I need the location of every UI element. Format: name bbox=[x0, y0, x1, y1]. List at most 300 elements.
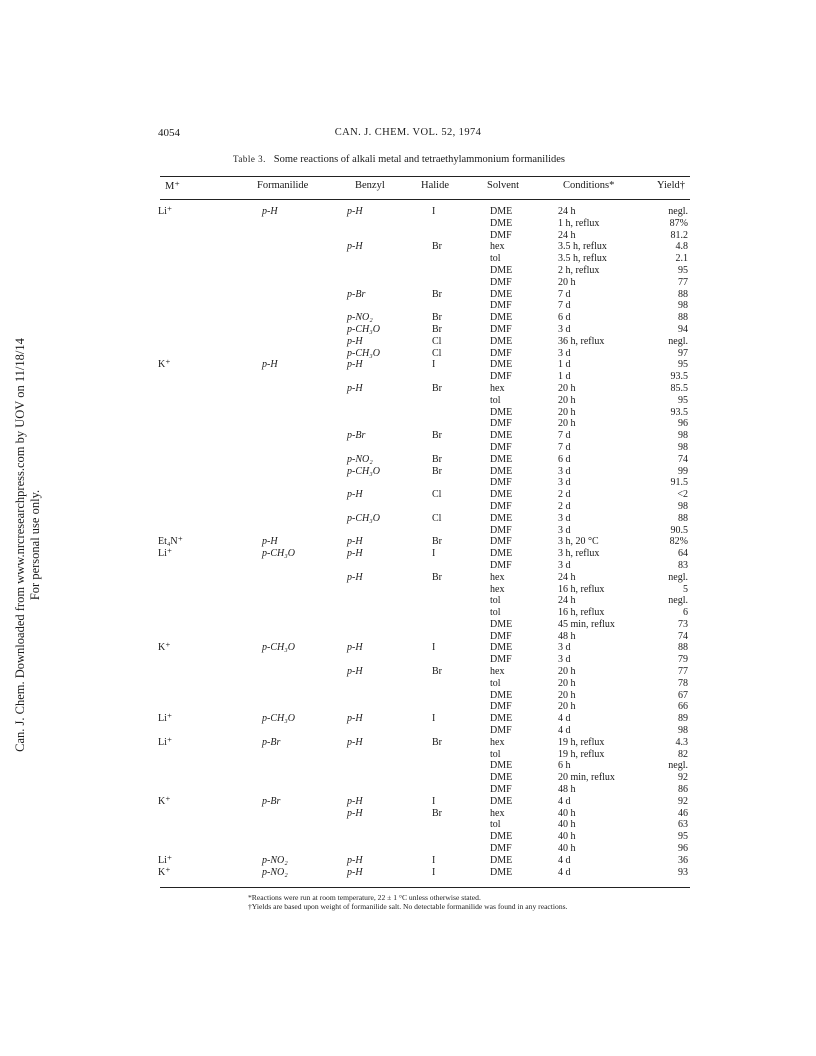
cell-conditions: 1 d bbox=[558, 371, 571, 383]
cell-conditions: 20 h bbox=[558, 677, 576, 689]
cell-conditions: 3 d bbox=[558, 465, 571, 477]
table-row bbox=[0, 324, 816, 336]
cell-conditions: 24 h bbox=[558, 206, 576, 217]
table-row bbox=[0, 230, 816, 242]
cell-benzyl: p-NO₂ bbox=[347, 453, 373, 465]
cell-yield: 92 bbox=[678, 772, 688, 784]
cell-yield: negl. bbox=[668, 335, 688, 347]
cell-yield: 88 bbox=[678, 312, 688, 324]
table-row bbox=[0, 584, 816, 596]
cell-halide: Br bbox=[432, 465, 442, 477]
cell-solvent: DME bbox=[490, 854, 513, 866]
cell-solvent: DMF bbox=[490, 347, 512, 359]
cell-yield: 5 bbox=[683, 583, 688, 595]
cell-conditions: 7 d bbox=[558, 430, 571, 442]
table-row bbox=[0, 253, 816, 265]
header-halide: Halide bbox=[421, 180, 449, 191]
header-yield: Yield† bbox=[657, 180, 685, 191]
cell-solvent: hex bbox=[490, 736, 505, 748]
cell-conditions: 24 h bbox=[558, 571, 576, 583]
table-row bbox=[0, 477, 816, 489]
cell-halide: I bbox=[432, 866, 436, 878]
cell-formanilide: p-CH₃O bbox=[262, 642, 295, 654]
cell-m: K⁺ bbox=[158, 642, 171, 654]
cell-solvent: DME bbox=[490, 406, 513, 418]
header-m: M⁺ bbox=[165, 181, 180, 192]
cell-yield: 78 bbox=[678, 677, 688, 689]
cell-yield: 90.5 bbox=[670, 524, 688, 536]
cell-conditions: 20 min, reflux bbox=[558, 772, 615, 784]
cell-benzyl: p-H bbox=[347, 382, 363, 394]
cell-conditions: 20 h bbox=[558, 689, 576, 701]
header-benzyl: Benzyl bbox=[355, 180, 385, 191]
cell-solvent: DMF bbox=[490, 323, 512, 335]
cell-conditions: 1 d bbox=[558, 359, 571, 371]
cell-solvent: DME bbox=[490, 359, 513, 371]
table-row bbox=[0, 466, 816, 478]
cell-benzyl: p-H bbox=[347, 335, 363, 347]
cell-yield: 93 bbox=[678, 866, 688, 878]
cell-conditions: 6 d bbox=[558, 453, 571, 465]
cell-formanilide: p-Br bbox=[262, 736, 281, 748]
table-row bbox=[0, 395, 816, 407]
cell-halide: I bbox=[432, 206, 436, 217]
cell-conditions: 4 d bbox=[558, 795, 571, 807]
cell-benzyl: p-H bbox=[347, 866, 363, 878]
cell-halide: Br bbox=[432, 430, 442, 442]
cell-solvent: DME bbox=[490, 866, 513, 878]
cell-yield: 96 bbox=[678, 843, 688, 855]
cell-solvent: DME bbox=[490, 335, 513, 347]
cell-halide: I bbox=[432, 713, 436, 725]
table-row bbox=[0, 619, 816, 631]
cell-benzyl: p-Br bbox=[347, 288, 366, 300]
table-row bbox=[0, 831, 816, 843]
cell-yield: 6 bbox=[683, 607, 688, 619]
cell-solvent: DME bbox=[490, 642, 513, 654]
cell-yield: 91.5 bbox=[670, 477, 688, 489]
cell-m: Li⁺ bbox=[158, 206, 173, 217]
table-row bbox=[0, 241, 816, 253]
cell-benzyl: p-H bbox=[347, 359, 363, 371]
footnote-conditions: *Reactions were run at room temperature, 22 ± 1 °C unless otherwise stated. bbox=[248, 893, 481, 902]
cell-halide: Cl bbox=[432, 489, 442, 501]
cell-solvent: DMF bbox=[490, 441, 512, 453]
cell-yield: 89 bbox=[678, 713, 688, 725]
table-row bbox=[0, 454, 816, 466]
cell-conditions: 40 h bbox=[558, 831, 576, 843]
cell-benzyl: p-H bbox=[347, 795, 363, 807]
cell-conditions: 7 d bbox=[558, 441, 571, 453]
cell-yield: negl. bbox=[668, 595, 688, 607]
cell-solvent: DMF bbox=[490, 536, 512, 548]
cell-solvent: DME bbox=[490, 453, 513, 465]
table-row bbox=[0, 265, 816, 277]
cell-benzyl: p-CH₃O bbox=[347, 323, 380, 335]
cell-conditions: 20 h bbox=[558, 394, 576, 406]
cell-solvent: DMF bbox=[490, 630, 512, 642]
cell-yield: 88 bbox=[678, 288, 688, 300]
header-solvent: Solvent bbox=[487, 180, 520, 191]
cell-yield: negl. bbox=[668, 206, 688, 217]
cell-halide: I bbox=[432, 642, 436, 654]
cell-conditions: 20 h bbox=[558, 666, 576, 678]
table-row bbox=[0, 572, 816, 584]
cell-yield: 83 bbox=[678, 559, 688, 571]
cell-conditions: 40 h bbox=[558, 819, 576, 831]
cell-solvent: DME bbox=[490, 772, 513, 784]
cell-yield: 82 bbox=[678, 748, 688, 760]
cell-solvent: DME bbox=[490, 264, 513, 276]
cell-solvent: DMF bbox=[490, 725, 512, 737]
cell-benzyl: p-H bbox=[347, 642, 363, 654]
cell-conditions: 3.5 h, reflux bbox=[558, 241, 607, 253]
cell-formanilide: p-NO₂ bbox=[262, 866, 288, 878]
cell-m: Li⁺ bbox=[158, 713, 173, 725]
cell-halide: Br bbox=[432, 807, 442, 819]
cell-yield: 98 bbox=[678, 430, 688, 442]
cell-benzyl: p-H bbox=[347, 241, 363, 253]
cell-benzyl: p-H bbox=[347, 206, 363, 217]
cell-yield: 88 bbox=[678, 642, 688, 654]
cell-halide: I bbox=[432, 854, 436, 866]
cell-solvent: hex bbox=[490, 571, 505, 583]
cell-solvent: DME bbox=[490, 206, 513, 217]
table-row bbox=[0, 359, 816, 371]
cell-yield: 98 bbox=[678, 441, 688, 453]
cell-benzyl: p-H bbox=[347, 713, 363, 725]
cell-solvent: DME bbox=[490, 489, 513, 501]
cell-conditions: 2 d bbox=[558, 489, 571, 501]
table-row bbox=[0, 218, 816, 230]
cell-yield: 95 bbox=[678, 831, 688, 843]
cell-yield: 4.3 bbox=[675, 736, 688, 748]
cell-formanilide: p-NO₂ bbox=[262, 854, 288, 866]
table-row bbox=[0, 383, 816, 395]
cell-conditions: 19 h, reflux bbox=[558, 748, 605, 760]
cell-solvent: DME bbox=[490, 795, 513, 807]
table-row bbox=[0, 442, 816, 454]
cell-formanilide: p-CH₃O bbox=[262, 713, 295, 725]
cell-conditions: 3.5 h, reflux bbox=[558, 253, 607, 265]
cell-conditions: 16 h, reflux bbox=[558, 607, 605, 619]
cell-benzyl: p-Br bbox=[347, 430, 366, 442]
table-row bbox=[0, 701, 816, 713]
header-formanilide: Formanilide bbox=[257, 180, 309, 191]
cell-yield: 97 bbox=[678, 347, 688, 359]
table-row bbox=[0, 678, 816, 690]
cell-conditions: 24 h bbox=[558, 229, 576, 241]
cell-conditions: 36 h, reflux bbox=[558, 335, 605, 347]
table-row bbox=[0, 407, 816, 419]
cell-yield: 66 bbox=[678, 701, 688, 713]
cell-m: Et₄N⁺ bbox=[158, 536, 183, 548]
cell-conditions: 40 h bbox=[558, 843, 576, 855]
cell-yield: 67 bbox=[678, 689, 688, 701]
table-row bbox=[0, 760, 816, 772]
cell-m: Li⁺ bbox=[158, 854, 173, 866]
cell-halide: Br bbox=[432, 288, 442, 300]
table-row bbox=[0, 206, 816, 218]
table-body bbox=[0, 206, 816, 878]
table-row bbox=[0, 277, 816, 289]
running-head: CAN. J. CHEM. VOL. 52, 1974 bbox=[334, 127, 482, 138]
table-row bbox=[0, 690, 816, 702]
cell-yield: 94 bbox=[678, 323, 688, 335]
cell-solvent: tol bbox=[490, 819, 501, 831]
cell-halide: Br bbox=[432, 536, 442, 548]
cell-conditions: 20 h bbox=[558, 382, 576, 394]
cell-solvent: DME bbox=[490, 618, 513, 630]
cell-m: Li⁺ bbox=[158, 548, 173, 560]
table-row bbox=[0, 312, 816, 324]
cell-conditions: 40 h bbox=[558, 807, 576, 819]
cell-yield: 98 bbox=[678, 500, 688, 512]
cell-yield: 96 bbox=[678, 418, 688, 430]
cell-yield: 64 bbox=[678, 548, 688, 560]
cell-formanilide: p-H bbox=[262, 206, 278, 217]
cell-benzyl: p-H bbox=[347, 736, 363, 748]
cell-conditions: 7 d bbox=[558, 288, 571, 300]
cell-m: K⁺ bbox=[158, 795, 171, 807]
cell-yield: negl. bbox=[668, 571, 688, 583]
table-row bbox=[0, 430, 816, 442]
cell-solvent: DMF bbox=[490, 701, 512, 713]
table-row bbox=[0, 371, 816, 383]
cell-solvent: DME bbox=[490, 465, 513, 477]
cell-formanilide: p-CH₃O bbox=[262, 548, 295, 560]
cell-yield: 95 bbox=[678, 394, 688, 406]
table-row bbox=[0, 855, 816, 867]
cell-solvent: DME bbox=[490, 430, 513, 442]
table-row bbox=[0, 666, 816, 678]
cell-solvent: DMF bbox=[490, 784, 512, 796]
cell-solvent: DMF bbox=[490, 371, 512, 383]
cell-yield: 4.8 bbox=[675, 241, 688, 253]
cell-yield: 86 bbox=[678, 784, 688, 796]
cell-solvent: DME bbox=[490, 831, 513, 843]
table-row bbox=[0, 513, 816, 525]
cell-yield: 81.2 bbox=[670, 229, 688, 241]
cell-halide: Cl bbox=[432, 347, 442, 359]
cell-halide: Br bbox=[432, 323, 442, 335]
cell-conditions: 1 h, reflux bbox=[558, 217, 600, 229]
cell-solvent: DME bbox=[490, 713, 513, 725]
table-caption-label: Table 3. bbox=[233, 154, 266, 164]
cell-conditions: 19 h, reflux bbox=[558, 736, 605, 748]
cell-yield: <2 bbox=[677, 489, 688, 501]
cell-conditions: 20 h bbox=[558, 406, 576, 418]
table-row bbox=[0, 300, 816, 312]
cell-yield: 77 bbox=[678, 666, 688, 678]
table-row bbox=[0, 560, 816, 572]
cell-m: Li⁺ bbox=[158, 736, 173, 748]
cell-conditions: 3 d bbox=[558, 477, 571, 489]
cell-conditions: 3 d bbox=[558, 654, 571, 666]
cell-yield: 36 bbox=[678, 854, 688, 866]
cell-halide: Br bbox=[432, 241, 442, 253]
table-row bbox=[0, 772, 816, 784]
table-row bbox=[0, 796, 816, 808]
cell-solvent: DMF bbox=[490, 843, 512, 855]
cell-solvent: tol bbox=[490, 394, 501, 406]
cell-benzyl: p-H bbox=[347, 548, 363, 560]
cell-solvent: tol bbox=[490, 677, 501, 689]
table-row bbox=[0, 548, 816, 560]
cell-benzyl: p-CH₃O bbox=[347, 347, 380, 359]
cell-conditions: 4 d bbox=[558, 713, 571, 725]
table-row bbox=[0, 348, 816, 360]
table-row bbox=[0, 654, 816, 666]
cell-solvent: DME bbox=[490, 689, 513, 701]
cell-conditions: 3 h, reflux bbox=[558, 548, 600, 560]
table-row bbox=[0, 289, 816, 301]
table-row bbox=[0, 819, 816, 831]
watermark-line-2: For personal use only. bbox=[28, 489, 42, 601]
table-caption bbox=[233, 154, 565, 165]
cell-conditions: 20 h bbox=[558, 418, 576, 430]
cell-conditions: 16 h, reflux bbox=[558, 583, 605, 595]
cell-yield: 98 bbox=[678, 725, 688, 737]
cell-conditions: 48 h bbox=[558, 630, 576, 642]
cell-halide: Br bbox=[432, 453, 442, 465]
cell-yield: 77 bbox=[678, 276, 688, 288]
cell-halide: Br bbox=[432, 666, 442, 678]
cell-halide: Cl bbox=[432, 335, 442, 347]
cell-conditions: 3 d bbox=[558, 512, 571, 524]
cell-conditions: 3 d bbox=[558, 559, 571, 571]
cell-benzyl: p-H bbox=[347, 854, 363, 866]
cell-solvent: hex bbox=[490, 241, 505, 253]
cell-conditions: 3 d bbox=[558, 323, 571, 335]
cell-solvent: tol bbox=[490, 748, 501, 760]
cell-yield: 93.5 bbox=[670, 406, 688, 418]
cell-conditions: 3 d bbox=[558, 642, 571, 654]
page-number: 4054 bbox=[158, 127, 180, 139]
cell-solvent: tol bbox=[490, 595, 501, 607]
watermark-line-1: Can. J. Chem. Downloaded from www.nrcresearchpress.com by UOV on 11/18/14 bbox=[13, 338, 27, 752]
cell-solvent: tol bbox=[490, 607, 501, 619]
cell-solvent: DME bbox=[490, 288, 513, 300]
cell-m: K⁺ bbox=[158, 866, 171, 878]
table-top-rule bbox=[160, 176, 690, 177]
cell-conditions: 48 h bbox=[558, 784, 576, 796]
header-conditions: Conditions* bbox=[563, 180, 615, 191]
cell-halide: I bbox=[432, 359, 436, 371]
cell-conditions: 6 h bbox=[558, 760, 571, 772]
cell-solvent: hex bbox=[490, 666, 505, 678]
table-row bbox=[0, 525, 816, 537]
cell-conditions: 20 h bbox=[558, 276, 576, 288]
cell-yield: 95 bbox=[678, 264, 688, 276]
cell-halide: I bbox=[432, 548, 436, 560]
cell-yield: 74 bbox=[678, 630, 688, 642]
cell-yield: 82% bbox=[669, 536, 688, 548]
cell-conditions: 4 d bbox=[558, 725, 571, 737]
table-bottom-rule bbox=[160, 887, 690, 888]
cell-solvent: DMF bbox=[490, 300, 512, 312]
cell-yield: 92 bbox=[678, 795, 688, 807]
cell-solvent: DMF bbox=[490, 559, 512, 571]
cell-solvent: DMF bbox=[490, 477, 512, 489]
cell-m: K⁺ bbox=[158, 359, 171, 371]
cell-solvent: hex bbox=[490, 382, 505, 394]
cell-solvent: tol bbox=[490, 253, 501, 265]
cell-conditions: 20 h bbox=[558, 701, 576, 713]
table-header-rule bbox=[160, 199, 690, 200]
table-row bbox=[0, 489, 816, 501]
cell-formanilide: p-H bbox=[262, 536, 278, 548]
table-row bbox=[0, 737, 816, 749]
cell-solvent: DMF bbox=[490, 524, 512, 536]
cell-halide: Br bbox=[432, 382, 442, 394]
cell-conditions: 2 h, reflux bbox=[558, 264, 600, 276]
cell-conditions: 4 d bbox=[558, 854, 571, 866]
cell-benzyl: p-H bbox=[347, 666, 363, 678]
table-row bbox=[0, 501, 816, 513]
table-row bbox=[0, 749, 816, 761]
cell-yield: negl. bbox=[668, 760, 688, 772]
cell-benzyl: p-CH₃O bbox=[347, 465, 380, 477]
cell-halide: Br bbox=[432, 571, 442, 583]
table-row bbox=[0, 784, 816, 796]
cell-conditions: 24 h bbox=[558, 595, 576, 607]
cell-yield: 99 bbox=[678, 465, 688, 477]
cell-solvent: DME bbox=[490, 312, 513, 324]
cell-benzyl: p-NO₂ bbox=[347, 312, 373, 324]
table-footnotes bbox=[248, 893, 567, 911]
table-row bbox=[0, 867, 816, 879]
cell-benzyl: p-CH₃O bbox=[347, 512, 380, 524]
cell-benzyl: p-H bbox=[347, 807, 363, 819]
cell-benzyl: p-H bbox=[347, 489, 363, 501]
cell-solvent: DME bbox=[490, 512, 513, 524]
table-row bbox=[0, 642, 816, 654]
cell-solvent: DMF bbox=[490, 500, 512, 512]
table-row bbox=[0, 336, 816, 348]
table-header-row bbox=[0, 180, 816, 196]
cell-yield: 85.5 bbox=[670, 382, 688, 394]
cell-yield: 88 bbox=[678, 512, 688, 524]
cell-solvent: DMF bbox=[490, 276, 512, 288]
cell-benzyl: p-H bbox=[347, 536, 363, 548]
cell-yield: 79 bbox=[678, 654, 688, 666]
cell-conditions: 3 d bbox=[558, 524, 571, 536]
table-row bbox=[0, 713, 816, 725]
cell-solvent: DME bbox=[490, 760, 513, 772]
table-row bbox=[0, 631, 816, 643]
cell-solvent: DME bbox=[490, 548, 513, 560]
cell-formanilide: p-Br bbox=[262, 795, 281, 807]
cell-yield: 73 bbox=[678, 618, 688, 630]
cell-halide: Br bbox=[432, 736, 442, 748]
cell-solvent: DMF bbox=[490, 654, 512, 666]
table-row bbox=[0, 536, 816, 548]
footnote-yield: †Yields are based upon weight of formanilide salt. No detectable formanilide was found in any reactions. bbox=[248, 902, 568, 911]
cell-halide: Cl bbox=[432, 512, 442, 524]
cell-conditions: 3 d bbox=[558, 347, 571, 359]
cell-conditions: 45 min, reflux bbox=[558, 618, 615, 630]
cell-yield: 95 bbox=[678, 359, 688, 371]
cell-formanilide: p-H bbox=[262, 359, 278, 371]
table-row bbox=[0, 607, 816, 619]
table-row bbox=[0, 595, 816, 607]
cell-conditions: 7 d bbox=[558, 300, 571, 312]
cell-yield: 93.5 bbox=[670, 371, 688, 383]
table-caption-text: Some reactions of alkali metal and tetraethylammonium formanilides bbox=[273, 154, 566, 165]
cell-conditions: 6 d bbox=[558, 312, 571, 324]
cell-yield: 63 bbox=[678, 819, 688, 831]
